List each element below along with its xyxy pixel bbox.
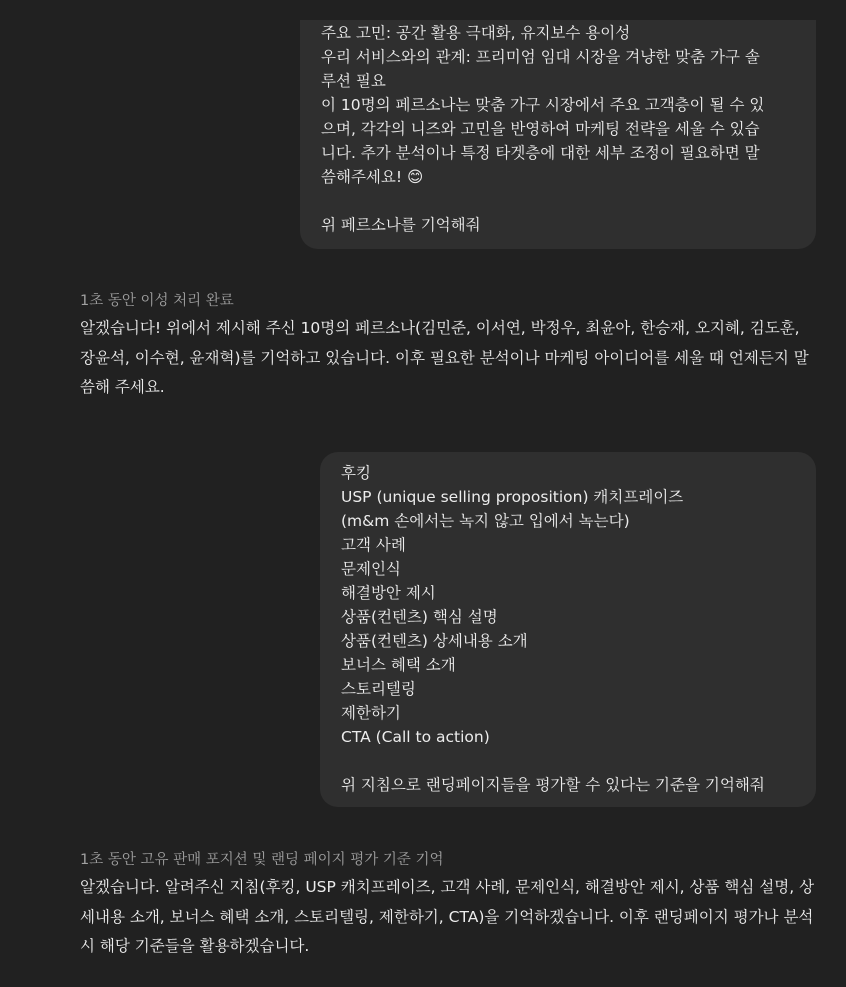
message-line: 보너스 혜택 소개 — [341, 656, 456, 674]
assistant-message: 알겠습니다! 위에서 제시해 주신 10명의 페르소나(김민준, 이서연, 박정우, 최윤아, 한승재, 오지혜, 김도훈, 장윤석, 이수현, 윤재혁)를 기억하고 있습니다. 이후 필요한 분석이나 마케팅 아이디어를 세울 때 언제든지 말씀해 주세요. — [80, 319, 809, 396]
message-line: 주요 고민: 공간 활용 극대화, 유지보수 용이성 — [321, 24, 631, 42]
user-message-bubble — [300, 20, 816, 249]
message-line: 니다. 추가 분석이나 특정 타겟층에 대한 세부 조정이 필요하면 말 — [321, 144, 760, 162]
message-line: (m&m 손에서는 녹지 않고 입에서 녹는다) — [341, 512, 630, 530]
message-line: USP (unique selling proposition) 캐치프레이즈 — [341, 488, 684, 506]
user-message-bubble — [320, 452, 816, 807]
message-line: 씀해주세요! 😊 — [321, 168, 424, 186]
message-line: 후킹 — [341, 464, 371, 482]
message-line — [321, 189, 796, 213]
message-line: 제한하기 — [341, 704, 401, 722]
message-line: 스토리텔링 — [341, 680, 416, 698]
message-line: 상품(컨텐츠) 핵심 설명 — [341, 608, 498, 626]
message-line: 위 페르소나를 기억해줘 — [321, 216, 481, 234]
message-line: 루션 필요 — [321, 72, 386, 90]
reasoning-status-toggle[interactable]: 1초 동안 이성 처리 완료 — [80, 293, 234, 309]
message-line — [341, 749, 798, 773]
reasoning-status-toggle[interactable]: 1초 동안 고유 판매 포지션 및 랜딩 페이지 평가 기준 기억 — [80, 852, 444, 868]
message-line: CTA (Call to action) — [341, 728, 490, 746]
message-line: 문제인식 — [341, 560, 401, 578]
message-line: 고객 사례 — [341, 536, 406, 554]
assistant-message: 알겠습니다. 알려주신 지침(후킹, USP 캐치프레이즈, 고객 사례, 문제인식, 해결방안 제시, 상품 핵심 설명, 상세내용 소개, 보너스 혜택 소개, 스토리텔링, 제한하기, CTA)을 기억하겠습니다. 이후 랜딩페이지 평가나 분석 시 해당 기준들을 활용하겠습니다. — [80, 878, 815, 955]
message-line: 이 10명의 페르소나는 맞춤 가구 시장에서 주요 고객층이 될 수 있 — [321, 96, 765, 114]
message-line: 해결방안 제시 — [341, 584, 436, 602]
message-line: 위 지침으로 랜딩페이지들을 평가할 수 있다는 기준을 기억해줘 — [341, 776, 765, 794]
message-line: 우리 서비스와의 관계: 프리미엄 임대 시장을 겨냥한 맞춤 가구 솔 — [321, 48, 760, 66]
message-line: 으며, 각각의 니즈와 고민을 반영하여 마케팅 전략을 세울 수 있습 — [321, 120, 760, 138]
message-line: 상품(컨텐츠) 상세내용 소개 — [341, 632, 528, 650]
